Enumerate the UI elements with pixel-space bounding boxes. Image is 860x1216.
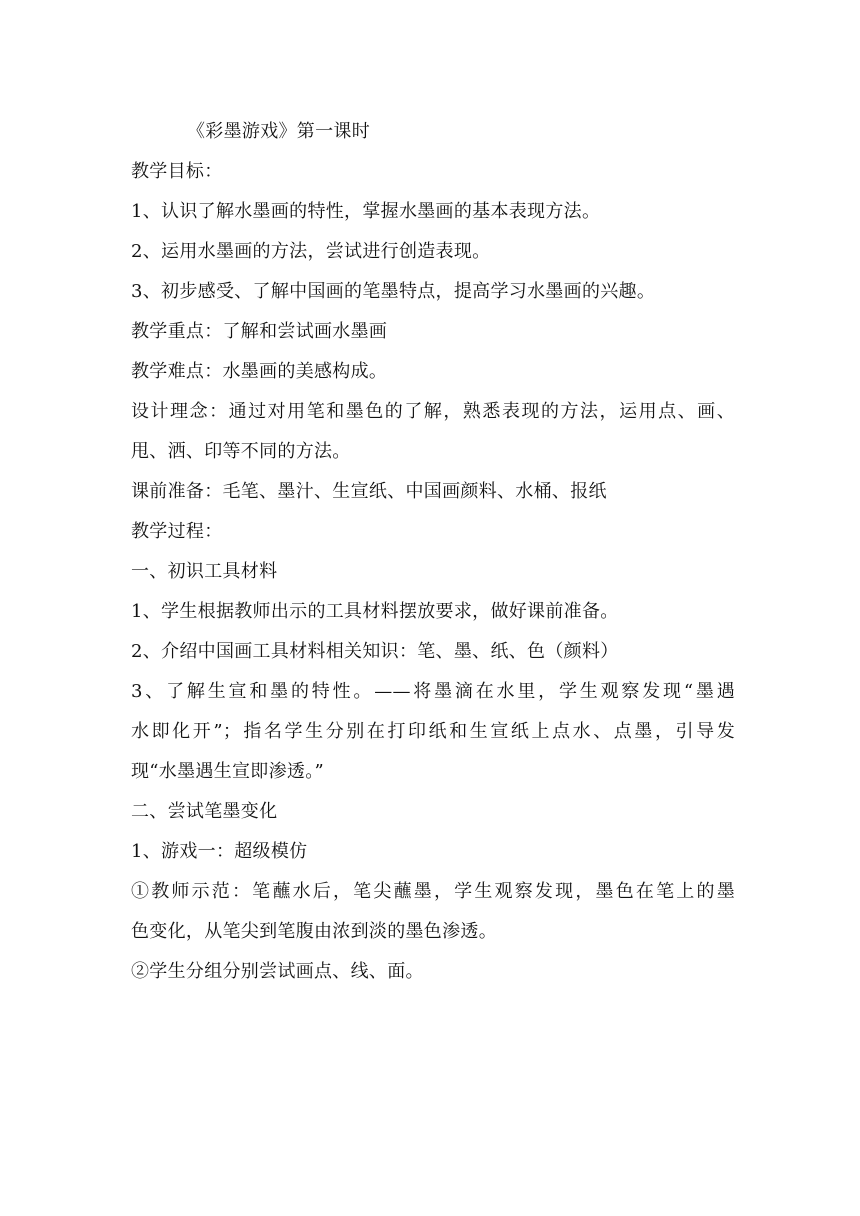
section-heading-1: 一、初识工具材料 [131, 561, 278, 582]
design-concept-line-1: 设计理念：通过对用笔和墨色的了解，熟悉表现的方法，运用点、画、 [131, 401, 735, 422]
game-one-step-2: ②学生分组分别尝试画点、线、面。 [131, 961, 424, 982]
game-one-step-1-line-2: 色变化，从笔尖到笔腹由浓到淡的墨色渗透。 [131, 921, 497, 942]
design-concept-line-2: 甩、洒、印等不同的方法。 [131, 441, 351, 462]
goal-item-1: 1、认识了解水墨画的特性，掌握水墨画的基本表现方法。 [131, 201, 601, 222]
heading-teaching-process: 教学过程： [131, 521, 223, 542]
game-one-heading: 1、游戏一：超级模仿 [131, 841, 308, 862]
process-item-1-3-line-2: 水即化开”；指名学生分别在打印纸和生宣纸上点水、点墨，引导发 [131, 721, 735, 742]
game-one-step-1-line-1: ①教师示范：笔蘸水后，笔尖蘸墨，学生观察发现，墨色在笔上的墨 [131, 881, 735, 902]
heading-teaching-goals: 教学目标： [131, 161, 223, 182]
document-body [131, 112, 735, 992]
preparation: 课前准备：毛笔、墨汁、生宣纸、中国画颜料、水桶、报纸 [131, 481, 607, 502]
teaching-difficulty: 教学难点：水墨画的美感构成。 [131, 361, 388, 382]
process-item-1-3-line-3: 现“水墨遇生宣即渗透。” [131, 761, 325, 782]
process-item-1-2: 2、介绍中国画工具材料相关知识：笔、墨、纸、色（颜料） [131, 641, 619, 662]
document-title: 《彩墨游戏》第一课时 [187, 121, 370, 142]
teaching-key-point: 教学重点：了解和尝试画水墨画 [131, 321, 388, 342]
goal-item-2: 2、运用水墨画的方法，尝试进行创造表现。 [131, 241, 491, 262]
goal-item-3: 3、初步感受、了解中国画的笔墨特点，提高学习水墨画的兴趣。 [131, 281, 656, 302]
process-item-1-1: 1、学生根据教师出示的工具材料摆放要求，做好课前准备。 [131, 601, 619, 622]
section-heading-2: 二、尝试笔墨变化 [131, 801, 278, 822]
process-item-1-3-line-1: 3、了解生宣和墨的特性。——将墨滴在水里，学生观察发现“墨遇 [131, 681, 735, 702]
